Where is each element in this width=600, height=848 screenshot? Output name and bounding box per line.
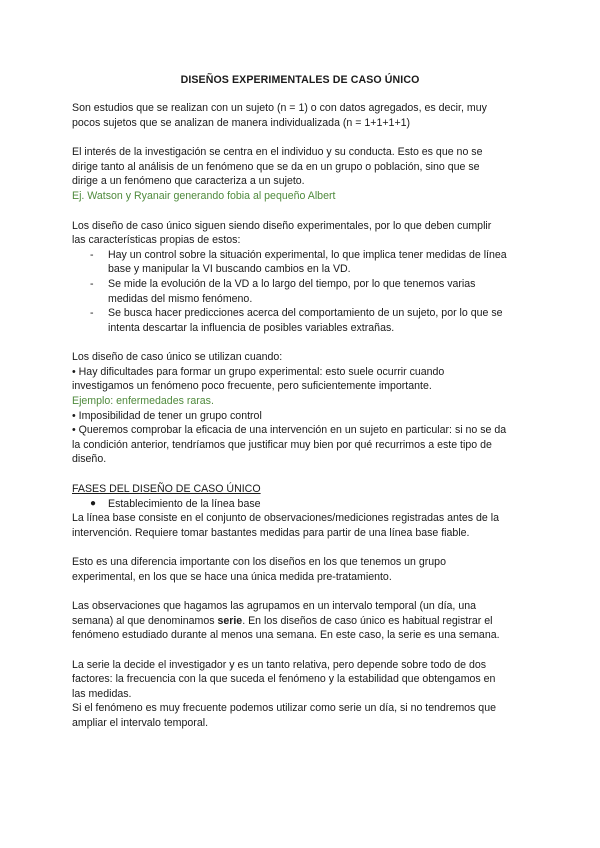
text-line: ampliar el intervalo temporal. [72,717,209,729]
text-span: . En los diseños de caso único es habitual registrar el [242,615,493,627]
bullet-line: • Hay dificultades para formar un grupo experimental: esto suele ocurrir cuando [72,366,445,378]
text-line: El interés de la investigación se centra en el individuo y su conducta. Esto es que no se [72,146,483,158]
list-dash-marker: - [90,249,94,261]
list-item-line: Se mide la evolución de la VD a lo largo del tiempo, por lo que tenemos varias [108,278,476,290]
text-line: dirige tanto al análisis de un fenómeno que se da en un grupo o población, sino que se [72,161,480,173]
example-line: Ejemplo: enfermedades raras. [72,395,214,407]
text-line [72,614,492,628]
phase-item: Establecimiento de la línea base [108,498,261,510]
text-line: intervención. Requiere tomar bastantes medidas para partir de una línea base fiable. [72,527,470,539]
text-line: La línea base consiste en el conjunto de observaciones/mediciones registradas antes de la [72,512,499,524]
bullet-icon: ● [90,498,97,509]
example-line: Ej. Watson y Ryanair generando fobia al pequeño Albert [72,190,336,202]
text-line: dirige a un fenómeno que caracteriza a un sujeto. [72,175,305,187]
text-line: diseño. [72,453,107,465]
document-title: DISEÑOS EXPERIMENTALES DE CASO ÚNICO [180,74,420,86]
list-dash-marker: - [90,307,94,319]
list-item-line: base y manipular la VI buscando cambios en la VD. [108,263,351,275]
text-line: fenómeno estudiado durante al menos una semana. En este caso, la serie es una semana. [72,629,500,641]
text-line: las medidas. [72,688,132,700]
bullet-line: • Queremos comprobar la eficacia de una intervención en un sujeto en particular: si no se da [72,424,507,436]
section-heading: FASES DEL DISEÑO DE CASO ÚNICO [72,483,261,495]
text-line: Son estudios que se realizan con un sujeto (n = 1) o con datos agregados, es decir, muy [72,102,487,114]
text-span: semana) al que denominamos [72,615,218,627]
text-line: experimental, en los que se hace una única medida pre-tratamiento. [72,571,392,583]
text-line: Las observaciones que hagamos las agrupamos en un intervalo temporal (un día, una [72,600,476,612]
list-item-line: intenta descartar la influencia de posibles variables extrañas. [108,322,395,334]
bullet-line: • Imposibilidad de tener un grupo control [72,410,262,422]
text-line: factores: la frecuencia con la que suceda el fenómeno y la estabilidad que obtengamos en [72,673,496,685]
text-line: Esto es una diferencia importante con los diseños en los que tenemos un grupo [72,556,446,568]
text-line: La serie la decide el investigador y es un tanto relativa, pero depende sobre todo de dos [72,659,487,671]
list-item-line: Se busca hacer predicciones acerca del comportamiento de un sujeto, por lo que se [108,307,503,319]
text-line: Si el fenómeno es muy frecuente podemos utilizar como serie un día, si no tendremos que [72,702,496,714]
text-line: investigamos un fenómeno poco frecuente, pero suficientemente importante. [72,380,432,392]
text-line: la condición anterior, tendríamos que justificar muy bien por qué recurrimos a este tipo de [72,439,492,451]
text-line: Los diseño de caso único se utilizan cuando: [72,351,283,363]
text-line: Los diseño de caso único siguen siendo diseño experimentales, por lo que deben cumplir [72,220,492,232]
list-dash-marker: - [90,278,94,290]
list-item-line: medidas del mismo fenómeno. [108,293,253,305]
text-line: las características propias de estos: [72,234,241,246]
bold-term: serie [217,615,243,627]
list-item-line: Hay un control sobre la situación experimental, lo que implica tener medidas de línea [108,249,507,261]
text-line: pocos sujetos que se analizan de manera individualizada (n = 1+1+1+1) [72,117,411,129]
